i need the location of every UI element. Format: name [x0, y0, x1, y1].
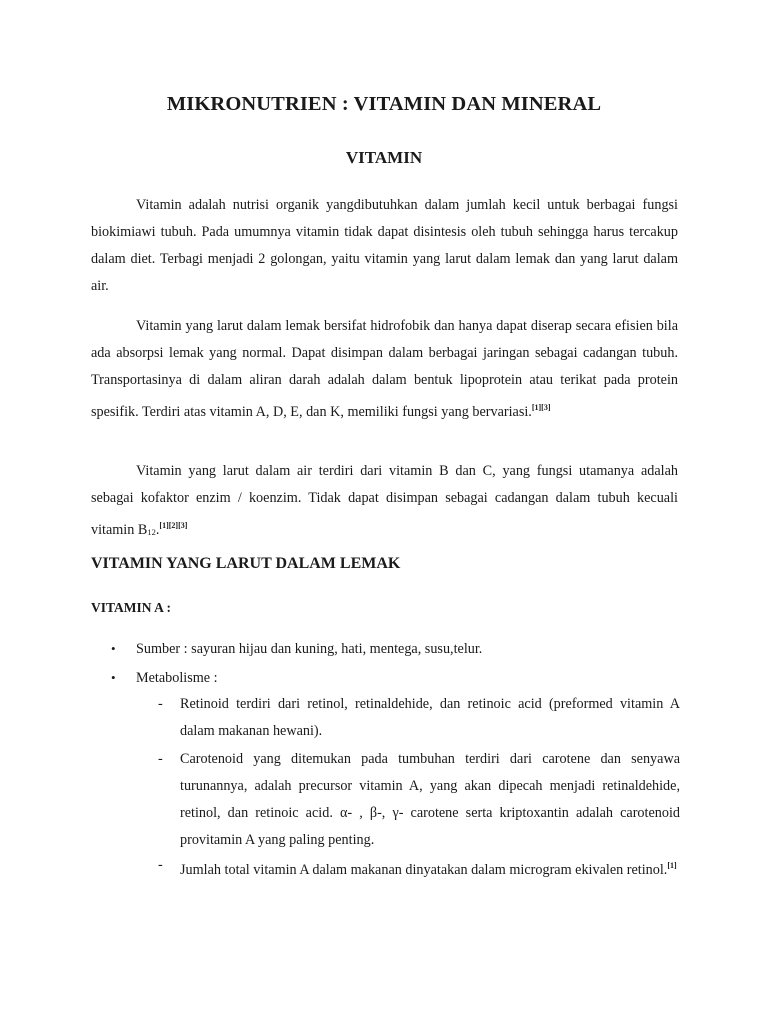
dash-icon: - — [158, 857, 163, 873]
subscript-12: 12 — [147, 527, 156, 537]
subsection-heading: VITAMIN A : — [91, 600, 172, 615]
dash-item-text: Jumlah total vitamin A dalam makanan dinyatakan dalam microgram ekivalen retinol. — [180, 862, 668, 878]
dash-item-container — [180, 852, 680, 884]
bullet-text: Sumber : sayuran hijau dan kuning, hati, mentega, susu,telur. — [136, 641, 483, 657]
citation-ref: [1] — [667, 861, 677, 870]
section-title-vitamin: VITAMIN — [345, 148, 423, 167]
dash-icon: - — [158, 751, 163, 767]
paragraph-intro — [91, 192, 678, 300]
paragraph-text: Vitamin yang larut dalam air terdiri dari vitamin B dan C, yang fungsi utamanya adalah sebagai kofaktor enzim / koenzim. Tidak dapat disimpan sebagai cadangan dalam tubuh kecuali vitamin B — [91, 463, 678, 538]
paragraph-tail: . — [155, 522, 160, 538]
page-title: MIKRONUTRIEN : VITAMIN DAN MINERAL — [166, 93, 602, 115]
paragraph-water-soluble — [91, 458, 678, 546]
dash-icon: - — [158, 696, 163, 712]
paragraph-text: Vitamin yang larut dalam lemak bersifat hidrofobik dan hanya dapat diserap secara efisien bila ada absorpsi lemak yang normal. Dapat disimpan dalam berbagai jaringan sebagai cadangan tubuh. Transportasinya di dalam aliran darah adalah dalam bentuk lipoprotein atau terikat pada protein spesifik. Terdiri atas vitamin A, D, E, dan K, memiliki fungsi yang bervariasi. — [91, 318, 678, 420]
citation-ref: [1][2][3] — [159, 521, 188, 530]
citation-ref: [1][3] — [531, 403, 551, 412]
paragraph-text: Vitamin adalah nutrisi organik yangdibutuhkan dalam jumlah kecil untuk berbagai fungsi biokimiawi tubuh. Pada umumnya vitamin tidak dapat disintesis oleh tubuh sehingga harus tercakup dalam diet. Terbagi menjadi 2 golongan, yaitu vitamin yang larut dalam lemak dan yang larut dalam air. — [91, 197, 678, 294]
bullet-icon: • — [111, 641, 116, 656]
dash-item-text: Carotenoid yang ditemukan pada tumbuhan terdiri dari carotene dan senyawa turunannya, adalah precursor vitamin A, yang akan dipecah menjadi retinaldehide, retinol, dan retinoic acid. α- , β-, γ- carotene serta kriptoxantin adalah carotenoid provitamin A yang paling penting. — [180, 751, 680, 848]
dash-item-text: Retinoid terdiri dari retinol, retinaldehide, dan retinoic acid (preformed vitamin A dalam makanan hewani). — [180, 696, 680, 739]
section-heading: VITAMIN YANG LARUT DALAM LEMAK — [91, 555, 401, 572]
bullet-icon: • — [111, 670, 116, 685]
bullet-text: Metabolisme : — [136, 670, 218, 686]
paragraph-fat-soluble — [91, 313, 678, 426]
